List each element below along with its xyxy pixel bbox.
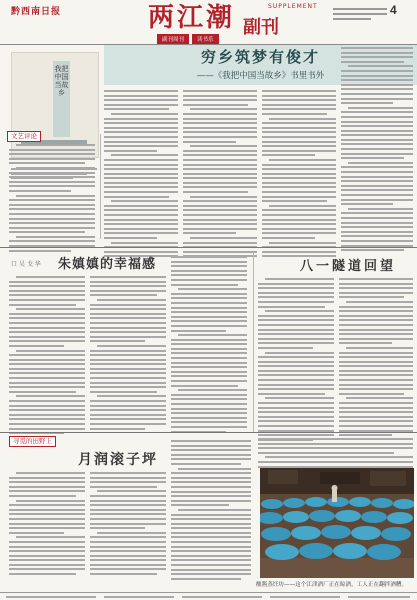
article-text-column [258,438,413,470]
feature-text-column [183,90,257,260]
masthead-title: 两江潮 [148,3,236,33]
section-rule [0,432,417,433]
article-text-column [9,276,85,437]
feature-headline: 穷乡筑梦有俊才 [200,48,320,66]
article-headline: 八一隧道回望 [300,259,397,274]
section-tag-field: 寻觅的田野上 [9,436,56,447]
article-text-column [171,440,251,582]
feature-text-column [104,90,178,260]
photo-distillery [260,468,414,578]
article-headline: 朱嫃嫃的幸福感 [58,257,157,272]
masthead-supplement: SUPPLEMENT [268,3,318,10]
photo-caption: 酿酱蒸饪坊——这个江津酒厂正在晾酒，工人正在翻拌酒糟。 [256,582,408,588]
masthead-subtitle: 副刊 [243,17,279,38]
masthead-tag: 副刊周刊 [157,34,189,44]
masthead-tags [157,34,219,44]
masthead-tag: 读书乐 [192,34,219,44]
byline: 口 吴 戈 华 [11,261,41,268]
article-text-column [258,278,334,443]
feature-subheadline: ——《我把中国当故乡》书里书外 [196,71,325,81]
feature-text-column [262,90,336,260]
book-cover-title: 我把中国当故乡 [54,65,69,97]
article-text-column [9,472,85,578]
page-footer [0,592,417,600]
column-divider [100,134,101,239]
feature-article [0,44,417,244]
article-text-column [339,278,413,439]
page-number: 4 [390,3,397,17]
paper-logo: 黔西南日报 [11,7,62,17]
book-cover-image [11,52,99,158]
article-headline: 月润滚子坪 [78,452,158,468]
masthead [0,0,417,45]
section-tag-arts-review: 文艺评论 [7,131,41,142]
feature-text-column [9,144,95,254]
column-divider [253,252,254,432]
article-text-column [90,276,166,432]
section-rule [0,247,417,248]
edition-info [333,8,387,23]
article-text-column [171,256,247,435]
feature-text-column [341,47,413,254]
article-text-column [90,472,166,578]
